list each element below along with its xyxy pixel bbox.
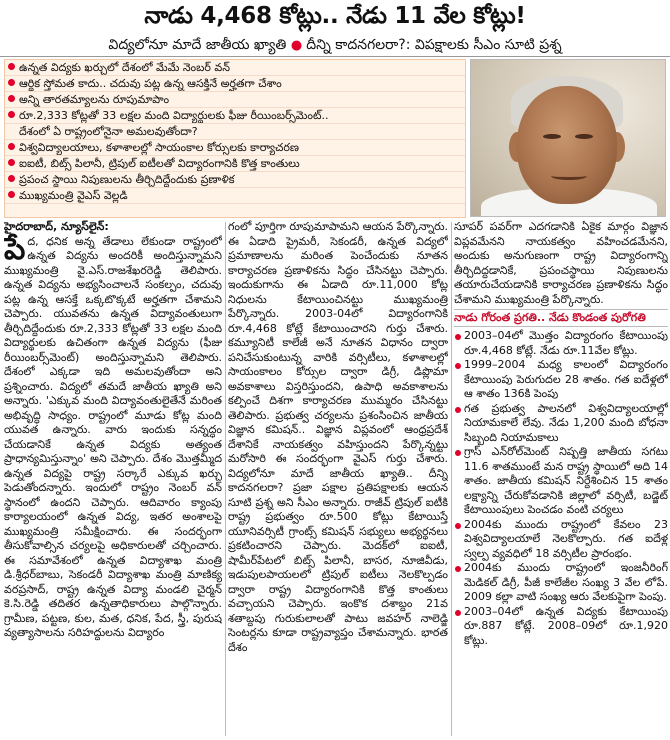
highlight-text: ఆర్థిక స్తోమత కాదు.. చదువు పట్ల ఉన్న ఆసక్తినే అర్హతగా చేశాం <box>19 77 282 90</box>
column-3-intro: సూపర్ పవర్‌గా ఎదగడానికి ఏకైక మార్గం విజ్ఞాన విప్లవమేనని నాయకత్వం వహించడమేనని, అందుకు అనుగుణంగా రాష్ట్ర విద్యారంగాన్ని తీర్చిదిద్దడానికే, ప్రపంచస్థాయి నిపుణులను తయారుచేయడానికి కార్యాచరణ ప్రణాళికను సిద్ధం చేశామని ముఖ్యమంత్రి పేర్కొన్నారు. <box>454 220 668 306</box>
article-column-2 <box>228 220 448 738</box>
column-1-body <box>4 231 222 641</box>
chief-minister-photo <box>470 59 666 217</box>
column-divider <box>225 222 226 736</box>
bullet-icon <box>8 143 15 150</box>
bullet-icon <box>8 79 15 86</box>
comparison-item: గ్రాస్ ఎన్‌రోల్‌మెంట్ నిష్పత్తి జాతీయ సగటు 11.6 శాతముంటే మన రాష్ట్ర స్థాయిలో అది 14 శాతం. జాతీయ కమిషన్ నిర్దేశించిన 15 శాతం లక్ష్యాన్ని చేరుకోవడానికి జిల్లాలో వర్సిటీ, బడ్జెట్ కేటాయింపులు పెంచడం వంటి చర్యలు <box>454 445 668 518</box>
highlight-text: ఐఐటీ, బిట్స్ పిలానీ, ట్రిపుల్ ఐటీలతో విద్యారంగానికి కొత్త కాంతులు <box>19 157 300 170</box>
subhead-left: విద్యలోనూ మాదే జాతీయ ఖ్యాతి <box>108 37 287 53</box>
drop-cap: పే <box>4 231 26 267</box>
highlight-text: ప్రపంచ స్థాయి నిపుణులను తీర్చిదిద్దేందుకు ప్రణాళిక <box>19 173 235 186</box>
bullet-icon <box>8 191 15 198</box>
article-column-1 <box>4 220 222 738</box>
highlight-text: ఉన్నత విద్యకు ఖర్చులో దేశంలో మేమే నెంబర్ వన్ <box>19 61 230 74</box>
highlights-box <box>4 59 466 218</box>
highlights-list <box>5 60 465 204</box>
comparison-item: 2004కు ముందు రాష్ట్రంలో కేవలం 23 విశ్వవిద్యాలయాలే నెలకొల్పారు. గత ఐదేళ్ల స్వల్ప వ్యవధిలో 18 వర్సిటీల ప్రారంభం. <box>454 518 668 562</box>
highlight-text: విశ్వవిద్యాలయాలు, కళాశాలల్లో సాయంకాల కోర్సులకు కార్యాచరణ <box>19 141 300 154</box>
comparison-item: 1999–2004 మధ్య కాలంలో విద్యారంగం కేటాయింపు పెరుగుదల 28 శాతం. గత ఐదేళ్లలో ఆ శాతం 136కి పెంపు <box>454 358 668 402</box>
bullet-dot-icon: ● <box>290 38 307 53</box>
section-subtitle: నాడు గోరంత ప్రగతి.. నేడు కొండంత పురోగతి <box>454 309 668 327</box>
comparison-list <box>454 329 668 648</box>
comparison-item: 2004కు ముందు రాష్ట్రంలో ఇంజనీరింగ్ మెడికల్ డిగ్రీ, పీజీ కాలేజీల సంఖ్య 3 వేల లోపే. 2009 కల్లా వాటి సంఖ్య ఆరు వేలకుపైగా పెంపు. <box>454 561 668 605</box>
highlight-text: ముఖ్యమంత్రి వైఎస్ వెల్లడి <box>19 189 128 202</box>
column-1-text: ద, ధనిక అన్న తేడాలు లేకుండా రాష్ట్రంలో ఉన్నత విద్యను అందరికీ అందిస్తున్నామని ముఖ్యమంత్రి వై.ఎస్.రాజశేఖరరెడ్డి తెలిపారు. ఉన్నత విద్యను అభ్యసించాలనే సంకల్పం, చదువు పట్ల ఉన్న ఆసక్తే ఒక్కటొక్కటే అర్హతగా చేశామని చెప్పారు. యువతను ఉన్నత విద్యావంతులుగా తీర్చిదిద్దేందుకు రూ.2,333 కోట్లతో 33 లక్షల మంది విద్యార్థులకు ఉచితంగా ఉన్నత విద్యను (ఫీజు రీయింబర్స్‌మెంట్) అందిస్తున్నామని తెలిపారు. దేశంలో ఎక్కడా ఇది అమలవుతోందా అని ప్రశ్నించారు. విద్యలో తమదే జాతీయ ఖ్యాతి అని అన్నారు. 'ఎక్కువ మంది విద్యావంతులైతేనే మరింత అభివృద్ధి సాధ్యం. రాష్ట్రంలో మూడు కోట్ల మంది యువత ఉన్నారు. వారు ఇందుకు సన్నద్ధం చేయడానికే ఉన్నత విద్యకు అత్యంత ప్రాధాన్యమిస్తున్నాం' అని చెప్పారు. దేశం మొత్తమ్మీద ఉన్నత విద్యపై రాష్ట్ర సర్కారే ఎక్కువ ఖర్చు పెడుతోందన్నారు. ఇందులో రాష్ట్రం నెంబర్ వన్ స్థానంలో ఉందని చెప్పారు. ఆదివారం క్యాంపు కార్యాలయంలో ఉన్నత విద్య, ఇతర అంశాలపై ముఖ్యమంత్రి సమీక్షించారు. ఈ సందర్భంగా తీసుకోవాల్సిన చర్యలపై అధికారులతో చర్చించారు. ఈ సమావేశంలో ఉన్నత విద్యాశాఖ మంత్రి డి.శ్రీధర్‌బాబు, సెకండరీ విద్యాశాఖ మంత్రి మాణిక్య వరప్రసాద్, రాష్ట్ర ఉన్నత విద్యా మండలి చైర్మన్ కె.సి.రెడ్డి తదితర ఉన్నతాధికారులు పాల్గొన్నారు. గ్రామీణ, పట్టణ, కుల, మత, ధనిక, పేద, స్త్రీ, పురుష వ్యత్యాసాలను సరిహద్దులను విద్యారం <box>4 234 222 639</box>
bullet-icon <box>8 175 15 182</box>
highlight-item <box>5 156 465 172</box>
highlight-item <box>5 140 465 156</box>
subhead-right: దీన్ని కాదనగలరా?: విపక్షాలకు సీఎం సూటి ప్రశ్న <box>306 37 562 53</box>
bullet-icon <box>8 95 15 102</box>
column-2-text: గంలో పూర్తిగా రూపుమాపామని ఆయన పేర్కొన్నారు. ఈ ఏడాది ప్రైమరీ, సెకండరీ, ఉన్నత విద్యలో ప్రమాణాలను మరింత పెంచేందుకు నూతన కార్యాచరణ ప్రణాళికను సిద్ధం చేసినట్టు చెప్పారు. ఇందుకుగాను ఈ ఏడాది రూ.11,000 కోట్ల నిధులను కేటాయించినట్టు ముఖ్యమంత్రి పేర్కొన్నారు. 2003-04లో విద్యారంగానికి రూ.4,468 కోట్లే కేటాయించారని గుర్తు చేశారు. కమ్యూనిటీ కాలేజీ అనే నూతన విధానం ద్వారా పనిచేసుకుంటున్న వారికి వర్సిటీలు, కళాశాలల్లో సాయంకాలం కోర్సుల ద్వారా డిగ్రీ, డిప్లొమా అవకాశాలు విస్తరిస్తుందని, ఉపాధి అవకాశాలను కల్పించే దిశగా కార్యాచరణ ముమ్మరం చేసినట్టు తెలిపారు. ప్రభుత్వ చర్యలను ప్రశంసించిన జాతీయ విజ్ఞాన కమిషన్.. విజ్ఞాన విప్లవంలో ఆంధ్రప్రదేశ్ దేశానికే నాయకత్వం వహిస్తుందని పేర్కొన్నట్టు మరోసారి ఈ సందర్భంగా వైఎస్ గుర్తు చేశారు. విద్యలోనూ మాదే జాతీయ ఖ్యాతి.. దీన్ని కాదనగలరా? ప్రజా పక్షాల ప్రతిపక్షాలకు ఆయన సూటి ప్రశ్న అని సీఎం అన్నారు. రాజీవ్ ట్రిపుల్ ఐటీకి రాష్ట్ర ప్రభుత్వం రూ.500 కోట్లు కేటాయిస్తే యూనివర్సిటీ గ్రాంట్స్ కమిషన్ సభ్యులు అభ్యర్థనలు ప్రకటించారని చెప్పారు. మెదక్‌లో ఐఐటీ, షామీర్‌పేటలో బిట్స్ పిలానీ, బాసర, నూజివీడు, ఇడుపులపాయలలో ట్రిపుల్ ఐటీలు నెలకొల్పడం ద్వారా రాష్ట్ర విద్యారంగానికి కొత్త కాంతులు వచ్చాయని చెప్పారు. ఇంకొక దశాబ్దం 21వ శతాబ్దపు గురుకులాలతో పాటు జవహర్ నాలెడ్జి సెంటర్లను కూడా రాష్ట్రవ్యాప్తం చేశామన్నారు. భారత దేశం <box>228 220 448 654</box>
highlight-text: రూ.2,333 కోట్లతో 33 లక్షల మంది విద్యార్థులకు ఫీజు రీయింబర్స్‌మెంట్.. <box>19 109 329 122</box>
bullet-icon <box>8 159 15 166</box>
highlight-item <box>5 188 465 204</box>
bullet-icon <box>8 63 15 70</box>
highlight-item <box>5 76 465 92</box>
highlight-item <box>5 92 465 108</box>
highlight-item <box>5 108 465 124</box>
headline: నాడు 4,468 కోట్లు.. నేడు 11 వేల కోట్లు! <box>0 0 670 33</box>
comparison-item: గత ప్రభుత్వ పాలనలో విశ్వవిద్యాలయాల్లో నియామకాలే లేవు. నేడు 1,200 మంది బోధనా సిబ్బంది నియామకాలు <box>454 402 668 446</box>
article-column-3 <box>454 220 668 738</box>
highlight-item <box>5 124 465 140</box>
bullet-icon <box>8 111 15 118</box>
highlight-text: అన్ని తారతమ్యాలను రూపుమాపాం <box>19 93 170 106</box>
comparison-item: 2003–04లో ఉన్నత విద్యకు కేటాయింపు రూ.887 కోట్లే. 2008–09లో రూ.1,920 కోట్లు. <box>454 605 668 649</box>
highlight-item <box>5 172 465 188</box>
subhead <box>0 33 670 57</box>
highlight-text: దేశంలో ఏ రాష్ట్రంలోనైనా అమలవుతోందా? <box>19 125 198 138</box>
highlight-item <box>5 60 465 76</box>
dateline: హైదరాబాద్, న్యూస్‌లైన్: <box>4 220 109 233</box>
column-divider <box>451 222 452 736</box>
comparison-item: 2003–04లో మొత్తం విద్యారంగం కేటాయింపు రూ.4,468 కోట్లే. నేడు రూ.11వేల కోట్లు. <box>454 329 668 358</box>
